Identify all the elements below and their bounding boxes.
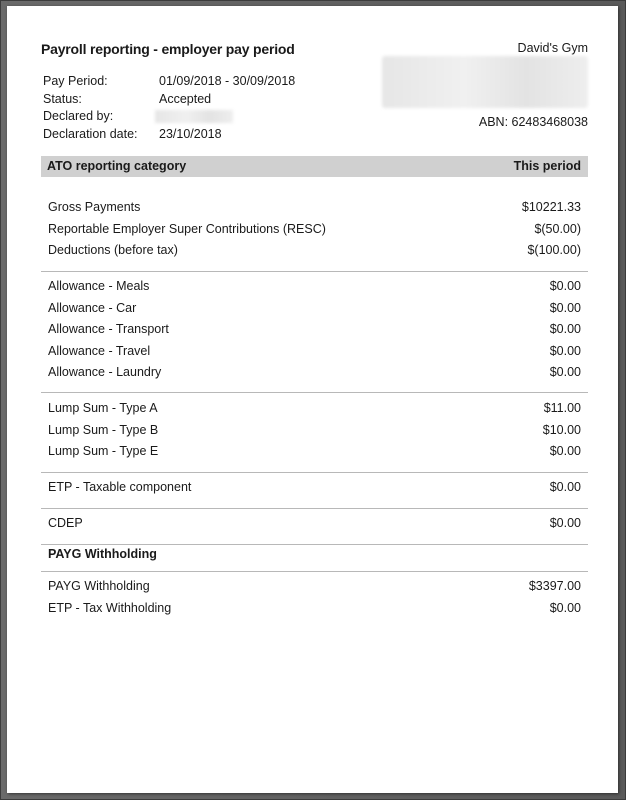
table-row (41, 362, 588, 384)
row-amount: $10221.33 (521, 200, 581, 214)
table-row (41, 513, 588, 535)
row-amount: $0.00 (549, 516, 581, 530)
period-column-header: This period (513, 159, 581, 173)
group-etp (41, 477, 588, 499)
divider (41, 544, 588, 545)
row-label: ETP - Tax Withholding (48, 600, 172, 615)
row-label: ETP - Taxable component (48, 480, 192, 494)
payg-section-title: PAYG Withholding (48, 547, 157, 561)
table-row (41, 398, 588, 420)
table-row (41, 276, 588, 298)
divider (41, 271, 588, 272)
row-label: Allowance - Meals (48, 279, 150, 293)
table-row (41, 197, 588, 219)
row-label: Allowance - Transport (48, 322, 169, 336)
row-amount: $0.00 (549, 444, 581, 458)
pay-period-value: 01/09/2018 - 30/09/2018 (159, 74, 296, 88)
declaration-date-label: Declaration date: (43, 126, 138, 141)
redacted-address (382, 56, 588, 108)
row-amount: $(100.00) (527, 243, 581, 257)
table-row (41, 441, 588, 463)
row-label: Reportable Employer Super Contributions (RESC) (48, 221, 326, 236)
row-label: Deductions (before tax) (48, 243, 178, 257)
row-amount: $0.00 (549, 322, 581, 336)
abn-number: ABN: 62483468038 (478, 115, 588, 129)
table-row (41, 240, 588, 262)
row-amount: $(50.00) (534, 221, 581, 236)
divider (41, 472, 588, 473)
table-row (41, 477, 588, 499)
declaration-date-value: 23/10/2018 (159, 126, 222, 141)
row-amount: $0.00 (549, 343, 581, 358)
row-amount: $11.00 (543, 401, 581, 415)
row-label: Lump Sum - Type E (48, 444, 159, 458)
category-column-header: ATO reporting category (47, 159, 187, 173)
divider (41, 392, 588, 393)
status-label: Status: (43, 91, 82, 106)
table-row (41, 319, 588, 341)
category-header (41, 156, 588, 177)
row-amount: $3397.00 (528, 579, 581, 593)
row-label: Allowance - Travel (48, 343, 151, 358)
company-name: David's Gym (517, 41, 588, 55)
table-row (41, 576, 588, 598)
declaration-date-row (43, 126, 303, 144)
table-row (41, 598, 588, 620)
group-allowances (41, 276, 588, 384)
pay-period-label: Pay Period: (43, 74, 108, 88)
report-page (7, 6, 618, 793)
group-cdep (41, 513, 588, 535)
row-amount: $0.00 (549, 480, 581, 494)
status-row (43, 91, 303, 109)
group-payg (41, 576, 588, 619)
table-row (41, 341, 588, 363)
table-row (41, 298, 588, 320)
row-label: Allowance - Car (48, 300, 137, 315)
divider (41, 508, 588, 509)
divider (41, 571, 588, 572)
row-label: Gross Payments (48, 200, 141, 214)
row-label: Allowance - Laundry (48, 365, 162, 379)
report-title: Payroll reporting - employer pay period (41, 41, 295, 57)
pay-period-row (43, 73, 303, 91)
group-lump-sums (41, 398, 588, 463)
row-amount: $0.00 (549, 600, 581, 615)
row-label: Lump Sum - Type B (48, 422, 159, 437)
redacted-declarant (155, 110, 233, 123)
row-label: CDEP (48, 516, 83, 530)
declared-by-label: Declared by: (43, 109, 114, 123)
pay-period-details (43, 73, 303, 143)
status-value: Accepted (159, 91, 212, 106)
row-amount: $0.00 (549, 279, 581, 293)
table-row (41, 420, 588, 442)
row-label: PAYG Withholding (48, 579, 150, 593)
row-amount: $10.00 (542, 422, 581, 437)
row-amount: $0.00 (549, 300, 581, 315)
table-row (41, 219, 588, 241)
group-gross (41, 197, 588, 262)
row-label: Lump Sum - Type A (48, 401, 158, 415)
row-amount: $0.00 (549, 365, 581, 379)
declared-by-row (43, 108, 303, 126)
